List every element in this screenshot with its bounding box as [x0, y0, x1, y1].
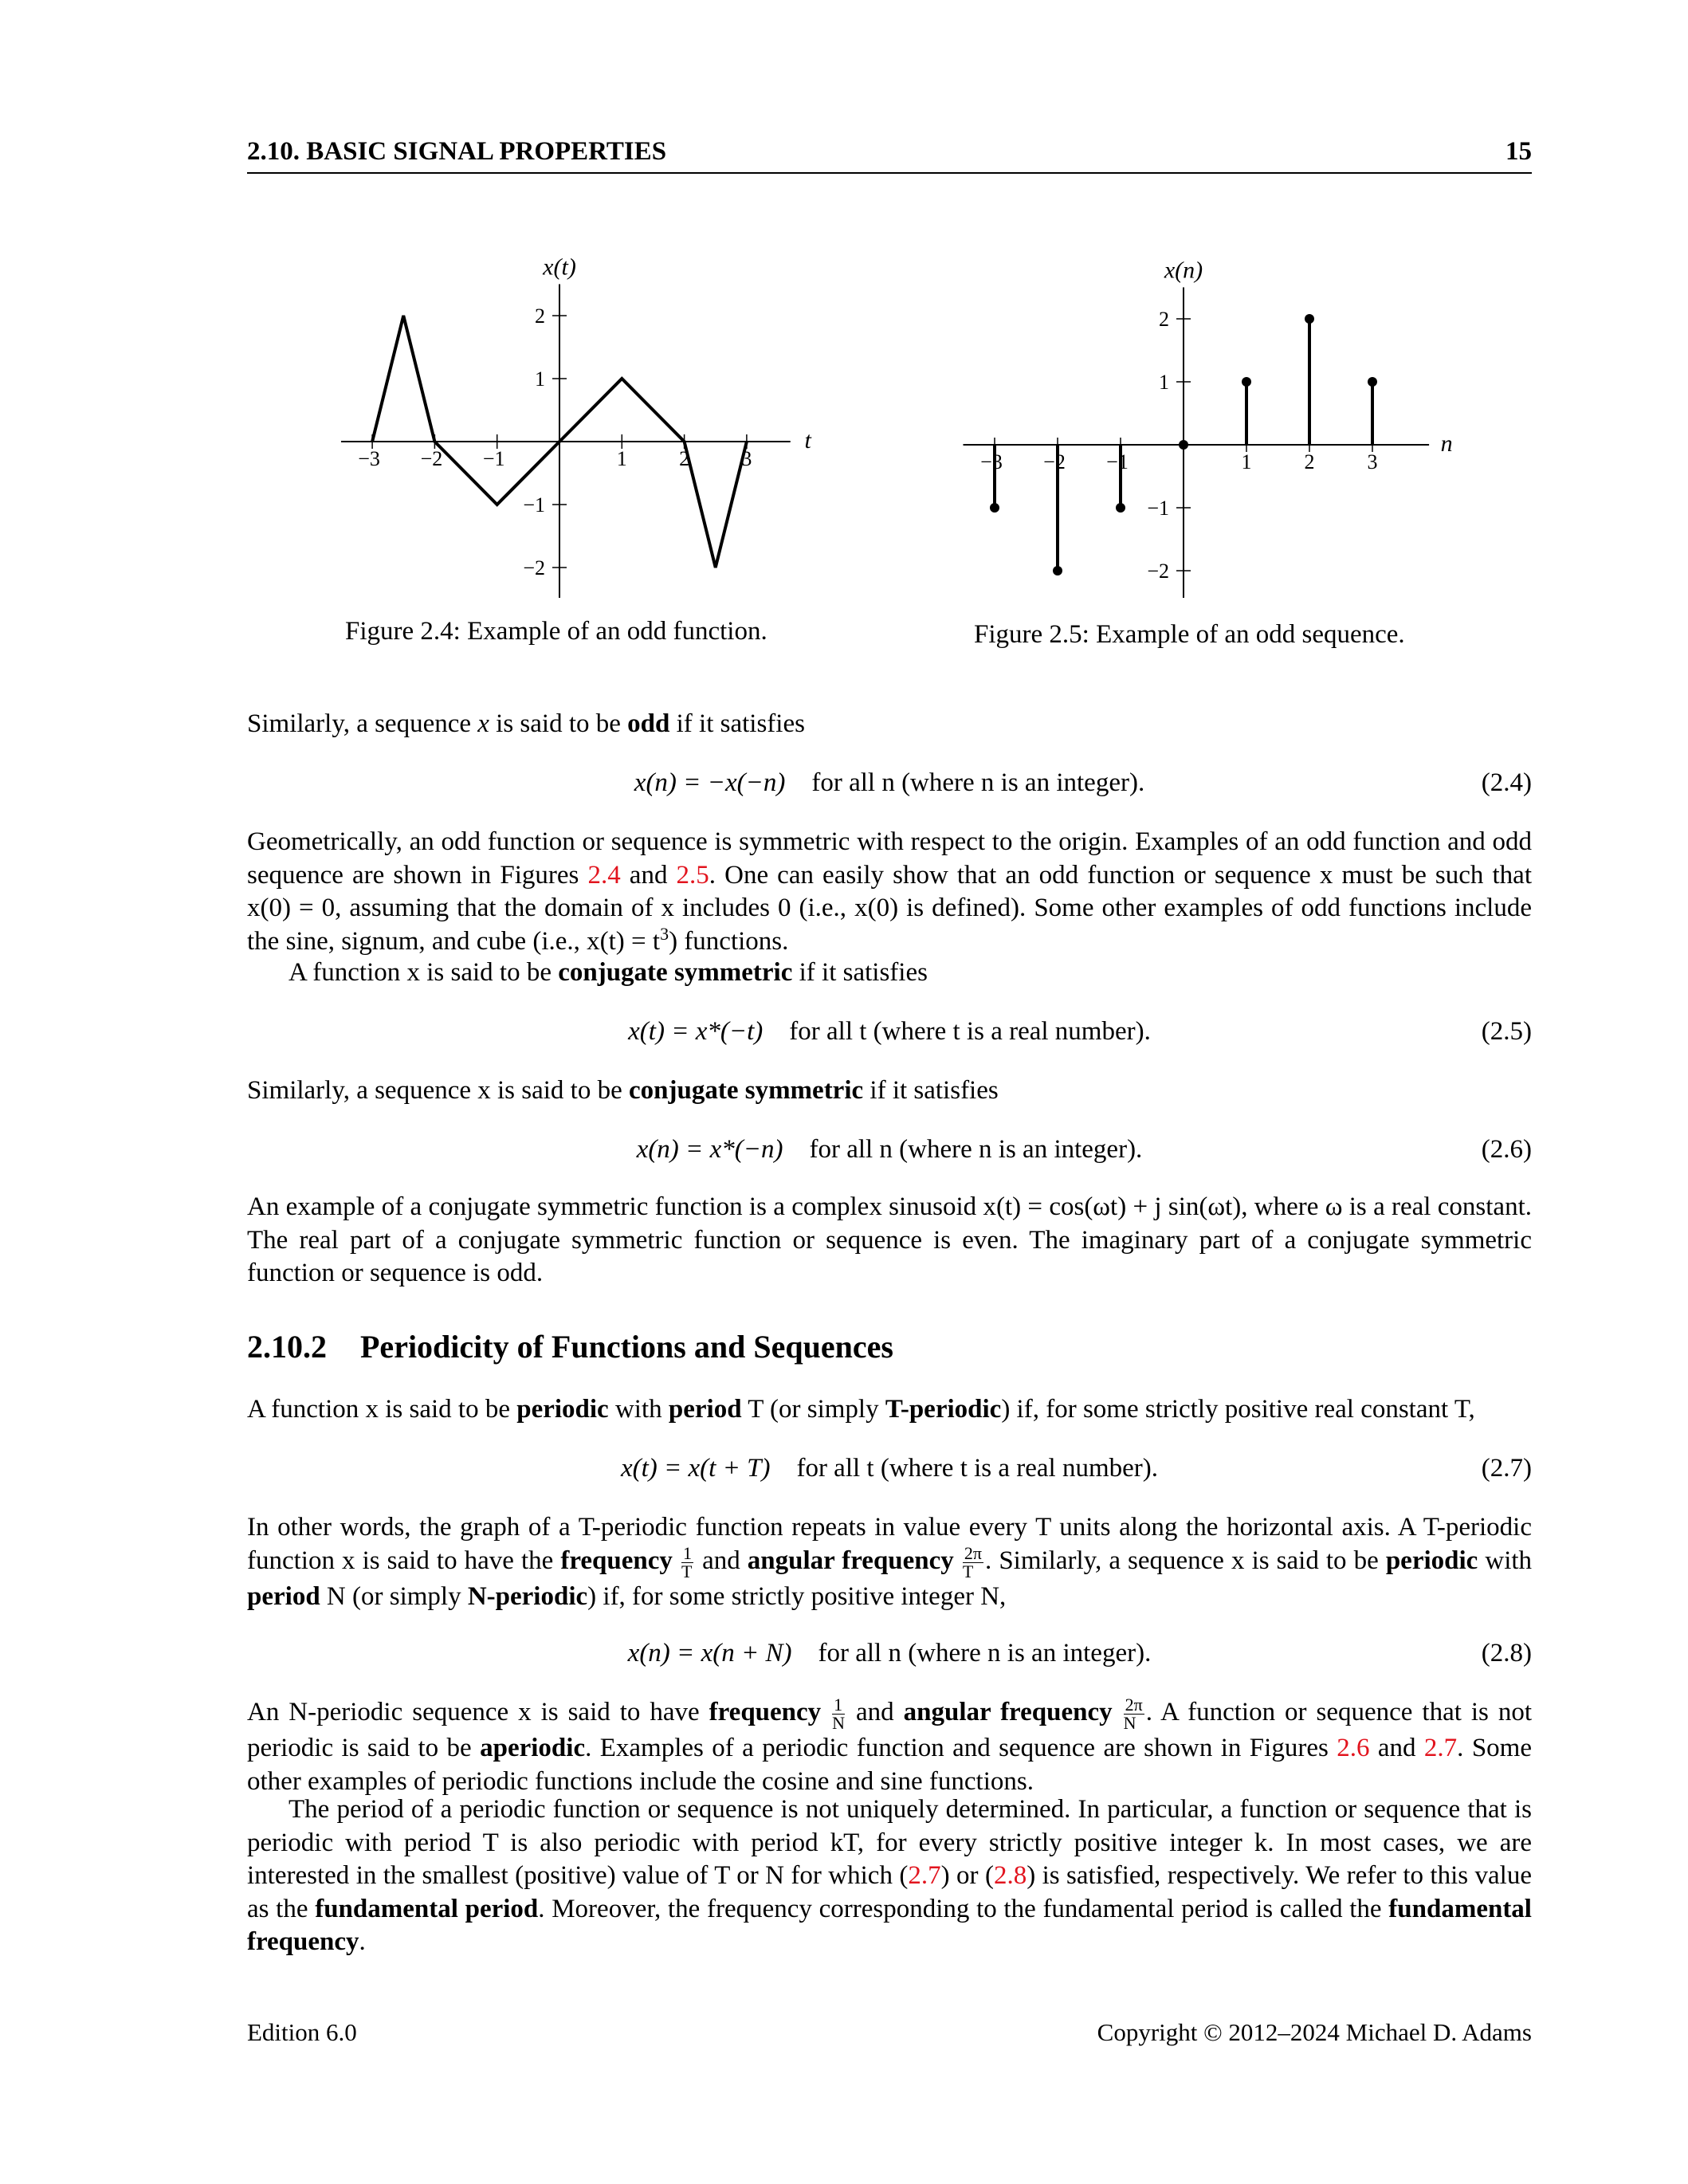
- figure-ref-2-6[interactable]: 2.6: [1337, 1734, 1370, 1762]
- figure-ref-2-7[interactable]: 2.7: [1423, 1734, 1458, 1762]
- x-tick-label: −3: [358, 447, 380, 470]
- equation-number: (2.4): [1481, 768, 1532, 797]
- equation-math: x(n) = x*(−n): [636, 1135, 783, 1164]
- x-tick-label: 1: [1241, 450, 1252, 473]
- x-tick-label: 3: [1367, 450, 1378, 473]
- x-tick-label: −1: [482, 447, 505, 470]
- figure-ref-2-4[interactable]: 2.4: [587, 860, 621, 890]
- equation-math: x(t) = x*(−t): [628, 1017, 764, 1046]
- y-tick-label: −2: [523, 556, 545, 579]
- equation-condition: for all n (where n is an integer).: [811, 768, 1145, 797]
- stem-marker: [1116, 503, 1125, 513]
- odd-function-plot: [319, 231, 829, 598]
- equation-ref-2-7[interactable]: 2.7: [908, 1861, 941, 1890]
- x-tick-label: −1: [1106, 450, 1129, 473]
- equation-number: (2.6): [1481, 1135, 1532, 1164]
- y-tick-label: −2: [1147, 560, 1169, 583]
- x-axis-label: t: [804, 427, 811, 454]
- x-tick-label: 2: [679, 447, 690, 470]
- section-heading: [247, 1328, 893, 1366]
- paragraph: An N-periodic sequence x is said to have frequency $\frac{1}{N}$ and angular frequency $\frac{2\pi}{N}$ . A function or sequence that is not periodic is said to be aperiodic. Examples of a periodic function and sequence are shown in Figures 2.6 and 2.7. Some other examples of periodic functions include the cosine and sine functions.: [247, 1695, 1533, 1796]
- stem-marker: [1242, 377, 1251, 387]
- section-heading-title: Periodicity of Functions and Sequences: [360, 1329, 893, 1365]
- equation-2-6: [247, 1132, 1532, 1167]
- x-axis-label: n: [1440, 430, 1453, 457]
- x-tick-label: −2: [1043, 450, 1066, 473]
- stem-marker: [1053, 566, 1062, 575]
- running-header: [247, 136, 1532, 174]
- y-tick-label: −1: [1147, 497, 1169, 520]
- x-tick-label: 3: [741, 447, 752, 470]
- section-title: 2.10. BASIC SIGNAL PROPERTIES: [247, 137, 667, 166]
- equation-2-5: [247, 1014, 1532, 1049]
- equation-2-4: [247, 765, 1532, 800]
- paragraph: A function x is said to be periodic with period T (or simply T-periodic) if, for some strictly positive real constant T,: [247, 1395, 1475, 1424]
- y-tick-label: −1: [523, 493, 545, 517]
- page-number: 15: [1505, 137, 1532, 166]
- x-tick-label: −3: [980, 450, 1003, 473]
- figure-ref-2-5[interactable]: 2.5: [676, 860, 709, 890]
- paragraph: Similarly, a sequence x is said to be conjugate symmetric if it satisfies: [247, 1076, 999, 1105]
- fraction: $\frac{2\pi}{T}$: [962, 1542, 982, 1581]
- y-tick-label: 2: [1159, 308, 1169, 331]
- figure-2-4: [319, 231, 829, 598]
- equation-condition: for all t (where t is a real number).: [789, 1017, 1151, 1046]
- figure-2-4-caption: Figure 2.4: Example of an odd function.: [345, 617, 767, 646]
- figure-2-5: [940, 231, 1482, 598]
- x-tick-label: 1: [616, 447, 627, 470]
- fraction: $\frac{1}{N}$: [832, 1695, 846, 1733]
- x-tick-label: −2: [420, 447, 443, 470]
- stem-marker: [1179, 440, 1188, 450]
- equation-condition: for all n (where n is an integer).: [818, 1639, 1152, 1667]
- equation-math: x(t) = x(t + T): [620, 1454, 771, 1483]
- equation-condition: for all t (where t is a real number).: [796, 1454, 1159, 1483]
- equation-ref-2-8[interactable]: 2.8: [993, 1861, 1027, 1890]
- y-axis-label: x(t): [543, 253, 576, 281]
- y-tick-label: 2: [535, 304, 545, 328]
- equation-math: x(n) = x(n + N): [627, 1639, 792, 1667]
- paragraph: The period of a periodic function or sequence is not uniquely determined. In particular, a function or sequence that is periodic with period T is also periodic with period kT, for every strictly positive integer k. In most cases, we are interested in the smallest (positive) value of T or N for which (2.7) or (2.8) is satisfied, respectively. We refer to this value as the fundamental period. Moreover, the frequency corresponding to the fundamental period is called the fundamental frequency.: [247, 1795, 1532, 1956]
- equation-condition: for all n (where n is an integer).: [809, 1135, 1143, 1164]
- figure-2-5-caption: Figure 2.5: Example of an odd sequence.: [974, 620, 1405, 649]
- y-axis-label: x(n): [1164, 257, 1203, 284]
- fraction: $\frac{2\pi}{N}$: [1123, 1695, 1143, 1733]
- paragraph: Similarly, a sequence x is said to be odd if it satisfies: [247, 709, 805, 738]
- footer-edition: Edition 6.0: [247, 2018, 357, 2046]
- y-tick-label: 1: [1159, 371, 1169, 394]
- equation-math: x(n) = −x(−n): [634, 768, 786, 797]
- y-tick-label: 1: [535, 367, 545, 391]
- paragraph: An example of a conjugate symmetric function is a complex sinusoid x(t) = cos(ωt) + j sin(ωt), where ω is a real constant. The real part of a conjugate symmetric function or sequence is even. The imaginary part of a conjugate symmetric function or sequence is odd.: [247, 1192, 1532, 1287]
- stem-marker: [990, 503, 999, 513]
- paragraph: A function x is said to be conjugate symmetric if it satisfies: [289, 958, 928, 987]
- equation-2-7: [247, 1451, 1532, 1486]
- odd-sequence-plot: [940, 231, 1482, 598]
- equation-number: (2.8): [1481, 1639, 1532, 1667]
- fraction: $\frac{1}{T}$: [681, 1542, 693, 1581]
- paragraph: In other words, the graph of a T-periodic function repeats in value every T units along the horizontal axis. A T-periodic function x is said to have the frequency $\frac{1}{T}$ and angular frequency $\frac{2\pi}{T}$ . Similarly, a sequence x is said to be periodic with period N (or simply N-periodic) if, for some strictly positive integer N,: [247, 1513, 1533, 1611]
- footer-copyright: Copyright © 2012–2024 Michael D. Adams: [1097, 2018, 1532, 2046]
- stem-marker: [1368, 377, 1377, 387]
- section-number: 2.10.2: [247, 1329, 327, 1365]
- equation-number: (2.7): [1481, 1454, 1532, 1483]
- paragraph: Geometrically, an odd function or sequence is symmetric with respect to the origin. Examples of an odd function and odd sequence are shown in Figures 2.4 and 2.5. One can easily show that an odd function or sequence x must be such that x(0) = 0, assuming that the domain of x includes 0 (i.e., x(0) is defined). Some other examples of odd functions include the sine, signum, and cube (i.e., $x(t) = t^3$) functions.: [247, 827, 1532, 956]
- x-tick-label: 2: [1304, 450, 1315, 473]
- equation-number: (2.5): [1481, 1017, 1532, 1046]
- stem-marker: [1305, 314, 1314, 324]
- equation-2-8: [247, 1636, 1532, 1671]
